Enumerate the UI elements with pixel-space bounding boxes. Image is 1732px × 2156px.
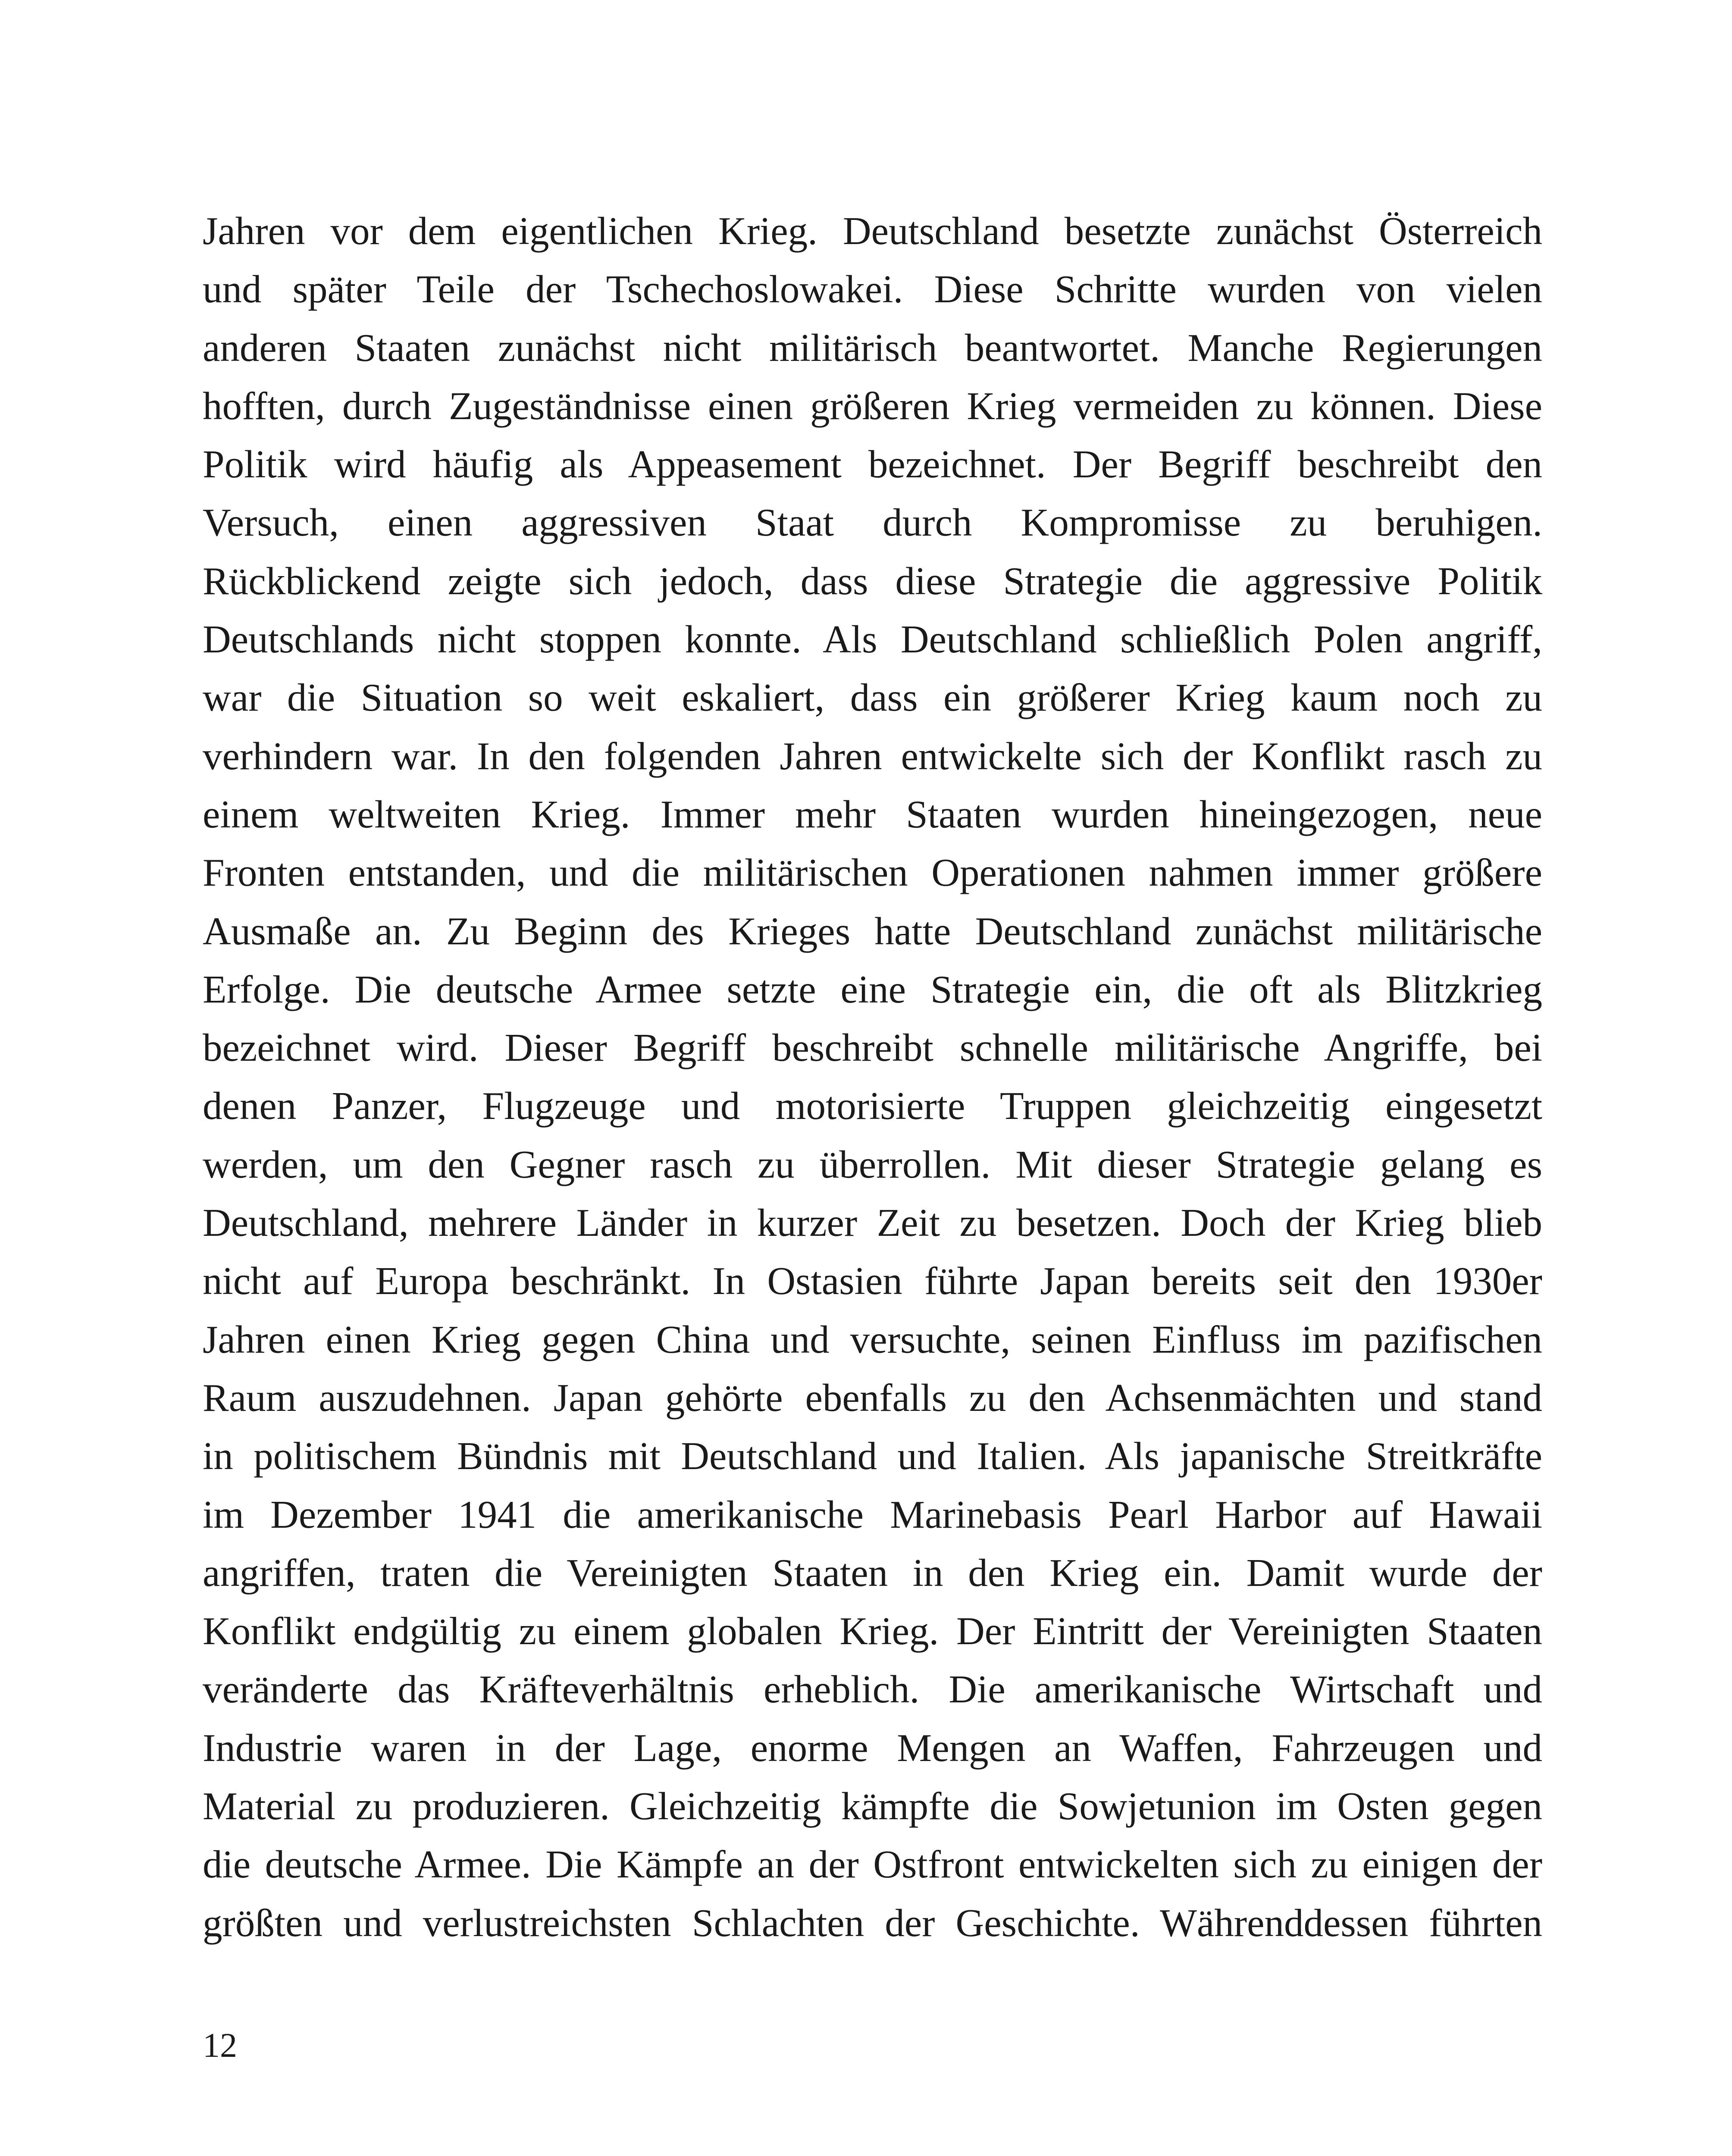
text-line: Konflikt endgültig zu einem globalen Krieg. Der Eintritt der Vereinigten Staaten <box>203 1609 1542 1653</box>
text-line: nicht auf Europa beschränkt. In Ostasien führte Japan bereits seit den 1930er <box>203 1259 1542 1303</box>
text-line: einem weltweiten Krieg. Immer mehr Staaten wurden hineingezogen, neue <box>203 792 1542 836</box>
text-line: Deutschlands nicht stoppen konnte. Als Deutschland schließlich Polen angriff, <box>203 617 1542 661</box>
text-line: veränderte das Kräfteverhältnis erheblich. Die amerikanische Wirtschaft und <box>203 1667 1542 1711</box>
text-line: Jahren einen Krieg gegen China und versuchte, seinen Einfluss im pazifischen <box>203 1317 1542 1361</box>
text-line: werden, um den Gegner rasch zu überrollen. Mit dieser Strategie gelang es <box>203 1142 1542 1186</box>
text-line: Politik wird häufig als Appeasement bezeichnet. Der Begriff beschreibt den <box>203 442 1542 486</box>
text-line: anderen Staaten zunächst nicht militärisch beantwortet. Manche Regierungen <box>203 326 1542 370</box>
page-number: 12 <box>203 2027 237 2065</box>
text-line: denen Panzer, Flugzeuge und motorisierte Truppen gleichzeitig eingesetzt <box>203 1084 1542 1128</box>
text-line: in politischem Bündnis mit Deutschland und Italien. Als japanische Streitkräfte <box>203 1434 1542 1478</box>
text-line: bezeichnet wird. Dieser Begriff beschreibt schnelle militärische Angriffe, bei <box>203 1026 1542 1070</box>
text-line: Ausmaße an. Zu Beginn des Krieges hatte Deutschland zunächst militärische <box>203 909 1542 953</box>
text-line: Raum auszudehnen. Japan gehörte ebenfalls zu den Achsenmächten und stand <box>203 1376 1542 1420</box>
text-line: hofften, durch Zugeständnisse einen größeren Krieg vermeiden zu können. Diese <box>203 384 1542 428</box>
text-line: Rückblickend zeigte sich jedoch, dass diese Strategie die aggressive Politik <box>203 559 1542 603</box>
text-line: Material zu produzieren. Gleichzeitig kämpfte die Sowjetunion im Osten gegen <box>203 1784 1542 1828</box>
text-line: größten und verlustreichsten Schlachten der Geschichte. Währenddessen führten <box>203 1901 1542 1945</box>
text-line: die deutsche Armee. Die Kämpfe an der Ostfront entwickelten sich zu einigen der <box>203 1843 1542 1887</box>
text-line: angriffen, traten die Vereinigten Staaten in den Krieg ein. Damit wurde der <box>203 1551 1542 1595</box>
text-line: Versuch, einen aggressiven Staat durch Kompromisse zu beruhigen. <box>203 501 1542 545</box>
text-line: Deutschland, mehrere Länder in kurzer Zeit zu besetzen. Doch der Krieg blieb <box>203 1201 1542 1245</box>
text-line: verhindern war. In den folgenden Jahren entwickelte sich der Konflikt rasch zu <box>203 734 1542 778</box>
text-line: Jahren vor dem eigentlichen Krieg. Deutschland besetzte zunächst Österreich <box>203 209 1542 253</box>
text-line: und später Teile der Tschechoslowakei. Diese Schritte wurden von vielen <box>203 267 1542 311</box>
text-line: im Dezember 1941 die amerikanische Marinebasis Pearl Harbor auf Hawaii <box>203 1492 1542 1536</box>
text-line: Fronten entstanden, und die militärischen Operationen nahmen immer größere <box>203 851 1542 895</box>
text-line: Erfolge. Die deutsche Armee setzte eine Strategie ein, die oft als Blitzkrieg <box>203 967 1542 1011</box>
body-text <box>203 202 1542 1952</box>
text-line: Industrie waren in der Lage, enorme Mengen an Waffen, Fahrzeugen und <box>203 1726 1542 1770</box>
text-line: war die Situation so weit eskaliert, dass ein größerer Krieg kaum noch zu <box>203 676 1542 720</box>
